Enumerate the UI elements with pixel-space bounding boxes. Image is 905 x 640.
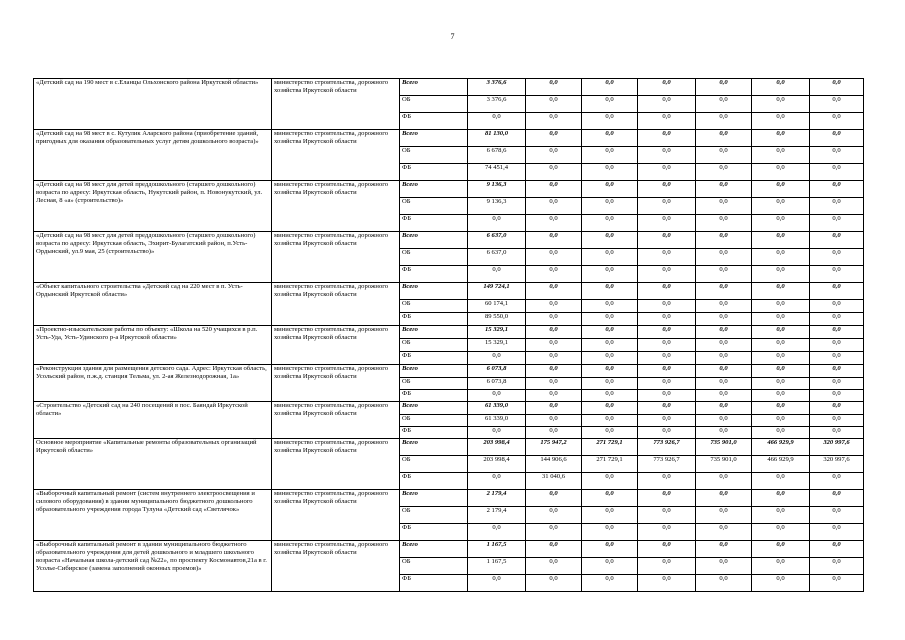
amount-cell: 0,0 bbox=[810, 524, 864, 541]
amount-cell: 0,0 bbox=[752, 300, 810, 313]
amount-cell: 0,0 bbox=[696, 339, 752, 352]
amount-cell: 0,0 bbox=[638, 427, 696, 439]
amount-cell: 0,0 bbox=[638, 507, 696, 524]
amount-cell: 0,0 bbox=[526, 130, 582, 147]
amount-cell: 0,0 bbox=[810, 427, 864, 439]
amount-cell: 0,0 bbox=[638, 266, 696, 283]
amount-cell: 0,0 bbox=[582, 427, 638, 439]
amount-cell: 0,0 bbox=[526, 524, 582, 541]
amount-cell: 0,0 bbox=[752, 326, 810, 339]
amount-cell: 0,0 bbox=[638, 524, 696, 541]
amount-cell: 0,0 bbox=[810, 575, 864, 592]
amount-cell: 0,0 bbox=[638, 352, 696, 365]
amount-cell: 0,0 bbox=[810, 215, 864, 232]
amount-cell: 0,0 bbox=[582, 283, 638, 300]
amount-cell: 0,0 bbox=[696, 181, 752, 198]
amount-cell: 0,0 bbox=[582, 365, 638, 378]
amount-cell: 0,0 bbox=[810, 266, 864, 283]
amount-cell: 0,0 bbox=[752, 558, 810, 575]
amount-cell: 271 729,1 bbox=[582, 456, 638, 473]
amount-cell: 0,0 bbox=[526, 249, 582, 266]
amount-cell: 0,0 bbox=[638, 113, 696, 130]
amount-cell: 9 136,3 bbox=[468, 198, 526, 215]
funding-source: ФБ bbox=[400, 524, 468, 541]
amount-cell: 0,0 bbox=[582, 313, 638, 326]
amount-cell: 0,0 bbox=[752, 79, 810, 96]
amount-cell: 0,0 bbox=[696, 198, 752, 215]
amount-cell: 0,0 bbox=[582, 96, 638, 113]
amount-cell: 0,0 bbox=[582, 473, 638, 490]
amount-cell: 149 724,1 bbox=[468, 283, 526, 300]
amount-cell: 0,0 bbox=[582, 378, 638, 390]
amount-cell: 0,0 bbox=[638, 181, 696, 198]
amount-cell: 15 329,1 bbox=[468, 339, 526, 352]
amount-cell: 0,0 bbox=[526, 378, 582, 390]
amount-cell: 0,0 bbox=[582, 266, 638, 283]
amount-cell: 89 550,0 bbox=[468, 313, 526, 326]
amount-cell: 0,0 bbox=[810, 96, 864, 113]
amount-cell: 0,0 bbox=[752, 575, 810, 592]
amount-cell: 0,0 bbox=[526, 427, 582, 439]
amount-cell: 0,0 bbox=[526, 541, 582, 558]
amount-cell: 144 906,6 bbox=[526, 456, 582, 473]
amount-cell: 81 130,0 bbox=[468, 130, 526, 147]
amount-cell: 61 339,0 bbox=[468, 402, 526, 415]
amount-cell: 0,0 bbox=[810, 402, 864, 415]
amount-cell: 0,0 bbox=[752, 490, 810, 507]
amount-cell: 0,0 bbox=[752, 378, 810, 390]
funding-source: Всего bbox=[400, 79, 468, 96]
amount-cell: 0,0 bbox=[696, 575, 752, 592]
amount-cell: 0,0 bbox=[752, 473, 810, 490]
amount-cell: 0,0 bbox=[752, 313, 810, 326]
amount-cell: 0,0 bbox=[696, 490, 752, 507]
amount-cell: 0,0 bbox=[810, 352, 864, 365]
responsible-organization: министерство строительства, дорожного хозяйства Иркутской области bbox=[272, 402, 400, 439]
amount-cell: 61 339,0 bbox=[468, 415, 526, 427]
amount-cell: 2 179,4 bbox=[468, 507, 526, 524]
table-row bbox=[34, 79, 864, 96]
amount-cell: 0,0 bbox=[582, 402, 638, 415]
amount-cell: 0,0 bbox=[810, 558, 864, 575]
amount-cell: 0,0 bbox=[526, 390, 582, 402]
amount-cell: 0,0 bbox=[752, 96, 810, 113]
funding-source: Всего bbox=[400, 402, 468, 415]
amount-cell: 0,0 bbox=[696, 130, 752, 147]
amount-cell: 0,0 bbox=[696, 390, 752, 402]
amount-cell: 0,0 bbox=[638, 558, 696, 575]
amount-cell: 0,0 bbox=[582, 181, 638, 198]
amount-cell: 6 073,8 bbox=[468, 378, 526, 390]
responsible-organization: министерство строительства, дорожного хозяйства Иркутской области bbox=[272, 130, 400, 181]
amount-cell: 0,0 bbox=[468, 352, 526, 365]
amount-cell: 0,0 bbox=[582, 524, 638, 541]
amount-cell: 0,0 bbox=[638, 490, 696, 507]
amount-cell: 0,0 bbox=[696, 249, 752, 266]
funding-source: ОБ bbox=[400, 249, 468, 266]
amount-cell: 0,0 bbox=[582, 415, 638, 427]
funding-source: ОБ bbox=[400, 378, 468, 390]
funding-source: Всего bbox=[400, 439, 468, 456]
amount-cell: 0,0 bbox=[638, 390, 696, 402]
amount-cell: 0,0 bbox=[526, 326, 582, 339]
amount-cell: 0,0 bbox=[638, 541, 696, 558]
amount-cell: 6 073,8 bbox=[468, 365, 526, 378]
event-description: «Выборочный капитальный ремонт в здании муниципального бюджетного образовательного учреждения для детей дошкольного и младшего школьного возраста «Начальная школа-детский сад №22», по проспекту Космонавтов,21а в г. Усолье-Сибирское (замена заполнений оконных проемов)» bbox=[34, 541, 272, 592]
amount-cell: 0,0 bbox=[752, 352, 810, 365]
funding-source: ОБ bbox=[400, 147, 468, 164]
amount-cell: 0,0 bbox=[752, 365, 810, 378]
amount-cell: 0,0 bbox=[526, 283, 582, 300]
amount-cell: 0,0 bbox=[526, 215, 582, 232]
amount-cell: 0,0 bbox=[696, 541, 752, 558]
funding-source: Всего bbox=[400, 283, 468, 300]
amount-cell: 0,0 bbox=[526, 198, 582, 215]
amount-cell: 0,0 bbox=[752, 181, 810, 198]
amount-cell: 0,0 bbox=[810, 198, 864, 215]
amount-cell: 0,0 bbox=[526, 402, 582, 415]
table-row bbox=[34, 490, 864, 507]
amount-cell: 0,0 bbox=[526, 507, 582, 524]
amount-cell: 0,0 bbox=[582, 339, 638, 352]
amount-cell: 0,0 bbox=[526, 339, 582, 352]
amount-cell: 0,0 bbox=[810, 415, 864, 427]
amount-cell: 0,0 bbox=[526, 575, 582, 592]
amount-cell: 203 998,4 bbox=[468, 456, 526, 473]
amount-cell: 0,0 bbox=[468, 266, 526, 283]
amount-cell: 0,0 bbox=[752, 339, 810, 352]
amount-cell: 0,0 bbox=[638, 575, 696, 592]
responsible-organization: министерство строительства, дорожного хозяйства Иркутской области bbox=[272, 79, 400, 130]
amount-cell: 0,0 bbox=[696, 415, 752, 427]
amount-cell: 0,0 bbox=[582, 352, 638, 365]
table-row bbox=[34, 181, 864, 198]
amount-cell: 0,0 bbox=[810, 130, 864, 147]
amount-cell: 0,0 bbox=[468, 113, 526, 130]
amount-cell: 0,0 bbox=[582, 249, 638, 266]
amount-cell: 0,0 bbox=[810, 365, 864, 378]
amount-cell: 0,0 bbox=[638, 283, 696, 300]
amount-cell: 1 167,5 bbox=[468, 541, 526, 558]
amount-cell: 0,0 bbox=[638, 300, 696, 313]
amount-cell: 0,0 bbox=[638, 473, 696, 490]
amount-cell: 0,0 bbox=[526, 313, 582, 326]
event-description: «Выборочный капитальный ремонт (систем внутреннего электроосвещения и силового оборудования) в здании муниципального бюджетного дошкольного образовательного учреждения города Тулуна «Детский сад «Светлячок» bbox=[34, 490, 272, 541]
amount-cell: 0,0 bbox=[582, 147, 638, 164]
amount-cell: 0,0 bbox=[752, 232, 810, 249]
amount-cell: 0,0 bbox=[810, 300, 864, 313]
amount-cell: 0,0 bbox=[696, 96, 752, 113]
amount-cell: 0,0 bbox=[696, 507, 752, 524]
event-description: Основное мероприятие «Капитальные ремонты образовательных организаций Иркутской области» bbox=[34, 439, 272, 490]
amount-cell: 0,0 bbox=[582, 558, 638, 575]
amount-cell: 0,0 bbox=[752, 113, 810, 130]
funding-source: ОБ bbox=[400, 415, 468, 427]
funding-source: ОБ bbox=[400, 339, 468, 352]
amount-cell: 0,0 bbox=[810, 283, 864, 300]
amount-cell: 735 901,0 bbox=[696, 456, 752, 473]
amount-cell: 0,0 bbox=[582, 326, 638, 339]
funding-table bbox=[33, 78, 864, 592]
amount-cell: 0,0 bbox=[582, 490, 638, 507]
amount-cell: 0,0 bbox=[752, 427, 810, 439]
funding-source: ОБ bbox=[400, 198, 468, 215]
amount-cell: 0,0 bbox=[468, 390, 526, 402]
amount-cell: 466 929,9 bbox=[752, 439, 810, 456]
amount-cell: 0,0 bbox=[696, 427, 752, 439]
event-description: «Детский сад на 98 мест для детей преддошкольного (старшего дошкольного) возраста по адресу: Иркутская область, Нукутский район, п. Новонукутский, ул. Лесная, 8 «а» (строительство)» bbox=[34, 181, 272, 232]
amount-cell: 0,0 bbox=[752, 130, 810, 147]
amount-cell: 31 040,6 bbox=[526, 473, 582, 490]
amount-cell: 3 376,6 bbox=[468, 96, 526, 113]
amount-cell: 0,0 bbox=[526, 113, 582, 130]
responsible-organization: министерство строительства, дорожного хозяйства Иркутской области bbox=[272, 232, 400, 283]
amount-cell: 0,0 bbox=[752, 507, 810, 524]
amount-cell: 0,0 bbox=[810, 147, 864, 164]
amount-cell: 0,0 bbox=[526, 300, 582, 313]
amount-cell: 2 179,4 bbox=[468, 490, 526, 507]
funding-source: ФБ bbox=[400, 266, 468, 283]
page-number: 7 bbox=[450, 32, 455, 41]
amount-cell: 0,0 bbox=[752, 415, 810, 427]
amount-cell: 9 136,3 bbox=[468, 181, 526, 198]
responsible-organization: министерство строительства, дорожного хозяйства Иркутской области bbox=[272, 283, 400, 326]
amount-cell: 0,0 bbox=[526, 232, 582, 249]
amount-cell: 0,0 bbox=[810, 541, 864, 558]
table-row bbox=[34, 365, 864, 378]
funding-source: Всего bbox=[400, 541, 468, 558]
amount-cell: 0,0 bbox=[696, 300, 752, 313]
amount-cell: 0,0 bbox=[752, 524, 810, 541]
amount-cell: 0,0 bbox=[638, 198, 696, 215]
amount-cell: 0,0 bbox=[526, 490, 582, 507]
funding-source: ОБ bbox=[400, 96, 468, 113]
amount-cell: 0,0 bbox=[752, 541, 810, 558]
event-description: «Детский сад на 190 мест в с.Еланцы Ольхонского района Иркутской области» bbox=[34, 79, 272, 130]
amount-cell: 6 637,0 bbox=[468, 249, 526, 266]
amount-cell: 0,0 bbox=[582, 130, 638, 147]
amount-cell: 0,0 bbox=[582, 390, 638, 402]
amount-cell: 15 329,1 bbox=[468, 326, 526, 339]
amount-cell: 0,0 bbox=[468, 473, 526, 490]
event-description: «Реконструкция здания для размещения детского сада. Адрес: Иркутская область, Усольский район, п.ж.д. станция Тельма, ул. 2-ая Железнодорожная, 1а» bbox=[34, 365, 272, 402]
amount-cell: 271 729,1 bbox=[582, 439, 638, 456]
amount-cell: 0,0 bbox=[526, 147, 582, 164]
amount-cell: 0,0 bbox=[638, 313, 696, 326]
amount-cell: 0,0 bbox=[638, 79, 696, 96]
amount-cell: 0,0 bbox=[638, 415, 696, 427]
amount-cell: 0,0 bbox=[752, 198, 810, 215]
amount-cell: 3 376,6 bbox=[468, 79, 526, 96]
amount-cell: 0,0 bbox=[696, 215, 752, 232]
amount-cell: 320 997,6 bbox=[810, 439, 864, 456]
funding-source: ФБ bbox=[400, 575, 468, 592]
amount-cell: 0,0 bbox=[752, 402, 810, 415]
amount-cell: 0,0 bbox=[526, 96, 582, 113]
amount-cell: 0,0 bbox=[696, 266, 752, 283]
amount-cell: 0,0 bbox=[696, 164, 752, 181]
responsible-organization: министерство строительства, дорожного хозяйства Иркутской области bbox=[272, 181, 400, 232]
funding-source: ФБ bbox=[400, 164, 468, 181]
amount-cell: 0,0 bbox=[810, 507, 864, 524]
amount-cell: 0,0 bbox=[810, 113, 864, 130]
funding-source: Всего bbox=[400, 490, 468, 507]
amount-cell: 320 997,6 bbox=[810, 456, 864, 473]
amount-cell: 0,0 bbox=[696, 232, 752, 249]
amount-cell: 0,0 bbox=[526, 365, 582, 378]
funding-source: ФБ bbox=[400, 215, 468, 232]
funding-source: Всего bbox=[400, 130, 468, 147]
amount-cell: 0,0 bbox=[696, 378, 752, 390]
amount-cell: 0,0 bbox=[638, 339, 696, 352]
amount-cell: 0,0 bbox=[468, 575, 526, 592]
responsible-organization: министерство строительства, дорожного хозяйства Иркутской области bbox=[272, 490, 400, 541]
amount-cell: 735 901,0 bbox=[696, 439, 752, 456]
amount-cell: 773 926,7 bbox=[638, 456, 696, 473]
funding-source: ФБ bbox=[400, 313, 468, 326]
amount-cell: 0,0 bbox=[810, 164, 864, 181]
amount-cell: 0,0 bbox=[582, 164, 638, 181]
amount-cell: 0,0 bbox=[752, 215, 810, 232]
amount-cell: 0,0 bbox=[810, 313, 864, 326]
amount-cell: 0,0 bbox=[752, 283, 810, 300]
amount-cell: 0,0 bbox=[638, 215, 696, 232]
amount-cell: 0,0 bbox=[696, 558, 752, 575]
funding-source: Всего bbox=[400, 326, 468, 339]
amount-cell: 0,0 bbox=[810, 249, 864, 266]
table-row bbox=[34, 402, 864, 415]
amount-cell: 0,0 bbox=[696, 283, 752, 300]
table-row bbox=[34, 232, 864, 249]
event-description: «Строительство «Детский сад на 240 посещений в пос. Баяндай Иркутской области» bbox=[34, 402, 272, 439]
amount-cell: 0,0 bbox=[696, 365, 752, 378]
amount-cell: 0,0 bbox=[582, 215, 638, 232]
amount-cell: 0,0 bbox=[638, 96, 696, 113]
amount-cell: 0,0 bbox=[752, 249, 810, 266]
amount-cell: 0,0 bbox=[696, 326, 752, 339]
funding-source: ОБ bbox=[400, 507, 468, 524]
event-description: «Объект капитального строительства «Детский сад на 220 мест в п. Усть-Ордынский Иркутской области» bbox=[34, 283, 272, 326]
amount-cell: 466 929,9 bbox=[752, 456, 810, 473]
event-description: «Детский сад на 98 мест в с. Кутулик Аларского района (приобретение зданий, пригодных для оказания образовательных услуг детям дошкольного возраста)» bbox=[34, 130, 272, 181]
amount-cell: 0,0 bbox=[696, 313, 752, 326]
amount-cell: 0,0 bbox=[582, 507, 638, 524]
amount-cell: 0,0 bbox=[526, 266, 582, 283]
amount-cell: 6 637,0 bbox=[468, 232, 526, 249]
amount-cell: 0,0 bbox=[696, 113, 752, 130]
amount-cell: 0,0 bbox=[810, 490, 864, 507]
amount-cell: 0,0 bbox=[582, 198, 638, 215]
amount-cell: 0,0 bbox=[582, 113, 638, 130]
funding-source: ОБ bbox=[400, 456, 468, 473]
amount-cell: 0,0 bbox=[696, 402, 752, 415]
amount-cell: 0,0 bbox=[582, 79, 638, 96]
amount-cell: 0,0 bbox=[696, 79, 752, 96]
amount-cell: 0,0 bbox=[526, 164, 582, 181]
amount-cell: 0,0 bbox=[638, 326, 696, 339]
amount-cell: 0,0 bbox=[526, 558, 582, 575]
amount-cell: 0,0 bbox=[526, 352, 582, 365]
table-row bbox=[34, 283, 864, 300]
funding-source: ФБ bbox=[400, 352, 468, 365]
funding-source: Всего bbox=[400, 232, 468, 249]
amount-cell: 0,0 bbox=[752, 390, 810, 402]
amount-cell: 0,0 bbox=[810, 326, 864, 339]
amount-cell: 60 174,1 bbox=[468, 300, 526, 313]
funding-source: ФБ bbox=[400, 427, 468, 439]
responsible-organization: министерство строительства, дорожного хозяйства Иркутской области bbox=[272, 326, 400, 365]
amount-cell: 0,0 bbox=[638, 147, 696, 164]
responsible-organization: министерство строительства, дорожного хозяйства Иркутской области bbox=[272, 439, 400, 490]
funding-source: Всего bbox=[400, 365, 468, 378]
amount-cell: 0,0 bbox=[638, 249, 696, 266]
table-row bbox=[34, 541, 864, 558]
table-row bbox=[34, 439, 864, 456]
amount-cell: 0,0 bbox=[468, 427, 526, 439]
amount-cell: 0,0 bbox=[638, 402, 696, 415]
amount-cell: 0,0 bbox=[526, 415, 582, 427]
amount-cell: 6 678,6 bbox=[468, 147, 526, 164]
amount-cell: 0,0 bbox=[696, 524, 752, 541]
amount-cell: 1 167,5 bbox=[468, 558, 526, 575]
table-row bbox=[34, 130, 864, 147]
responsible-organization: министерство строительства, дорожного хозяйства Иркутской области bbox=[272, 541, 400, 592]
funding-source: ОБ bbox=[400, 558, 468, 575]
amount-cell: 0,0 bbox=[582, 300, 638, 313]
amount-cell: 0,0 bbox=[752, 164, 810, 181]
event-description: «Проектно-изыскательские работы по объекту: «Школа на 520 учащихся в р.п. Усть-Уда, Усть-Удинского р-а Иркутской области» bbox=[34, 326, 272, 365]
amount-cell: 74 451,4 bbox=[468, 164, 526, 181]
amount-cell: 0,0 bbox=[810, 378, 864, 390]
table-row bbox=[34, 326, 864, 339]
amount-cell: 0,0 bbox=[638, 232, 696, 249]
funding-source: ФБ bbox=[400, 473, 468, 490]
amount-cell: 0,0 bbox=[526, 181, 582, 198]
amount-cell: 0,0 bbox=[582, 232, 638, 249]
amount-cell: 0,0 bbox=[638, 378, 696, 390]
amount-cell: 0,0 bbox=[810, 339, 864, 352]
event-description: «Детский сад на 98 мест для детей преддошкольного (старшего дошкольного) возраста по адресу: Иркутская область, Эхирит-Булагатский район, п.Усть-Ордынский, ул.9 мая, 25 (строительство)» bbox=[34, 232, 272, 283]
amount-cell: 0,0 bbox=[638, 164, 696, 181]
amount-cell: 0,0 bbox=[752, 266, 810, 283]
funding-source: ОБ bbox=[400, 300, 468, 313]
amount-cell: 0,0 bbox=[638, 365, 696, 378]
amount-cell: 773 926,7 bbox=[638, 439, 696, 456]
funding-source: ФБ bbox=[400, 390, 468, 402]
amount-cell: 0,0 bbox=[810, 232, 864, 249]
amount-cell: 0,0 bbox=[696, 473, 752, 490]
amount-cell: 0,0 bbox=[810, 390, 864, 402]
amount-cell: 0,0 bbox=[582, 575, 638, 592]
amount-cell: 0,0 bbox=[810, 473, 864, 490]
amount-cell: 0,0 bbox=[638, 130, 696, 147]
amount-cell: 203 998,4 bbox=[468, 439, 526, 456]
amount-cell: 0,0 bbox=[468, 215, 526, 232]
funding-source: ФБ bbox=[400, 113, 468, 130]
amount-cell: 0,0 bbox=[810, 79, 864, 96]
amount-cell: 175 947,2 bbox=[526, 439, 582, 456]
amount-cell: 0,0 bbox=[752, 147, 810, 164]
amount-cell: 0,0 bbox=[468, 524, 526, 541]
amount-cell: 0,0 bbox=[696, 352, 752, 365]
funding-source: Всего bbox=[400, 181, 468, 198]
amount-cell: 0,0 bbox=[526, 79, 582, 96]
responsible-organization: министерство строительства, дорожного хозяйства Иркутской области bbox=[272, 365, 400, 402]
amount-cell: 0,0 bbox=[810, 181, 864, 198]
amount-cell: 0,0 bbox=[696, 147, 752, 164]
amount-cell: 0,0 bbox=[582, 541, 638, 558]
